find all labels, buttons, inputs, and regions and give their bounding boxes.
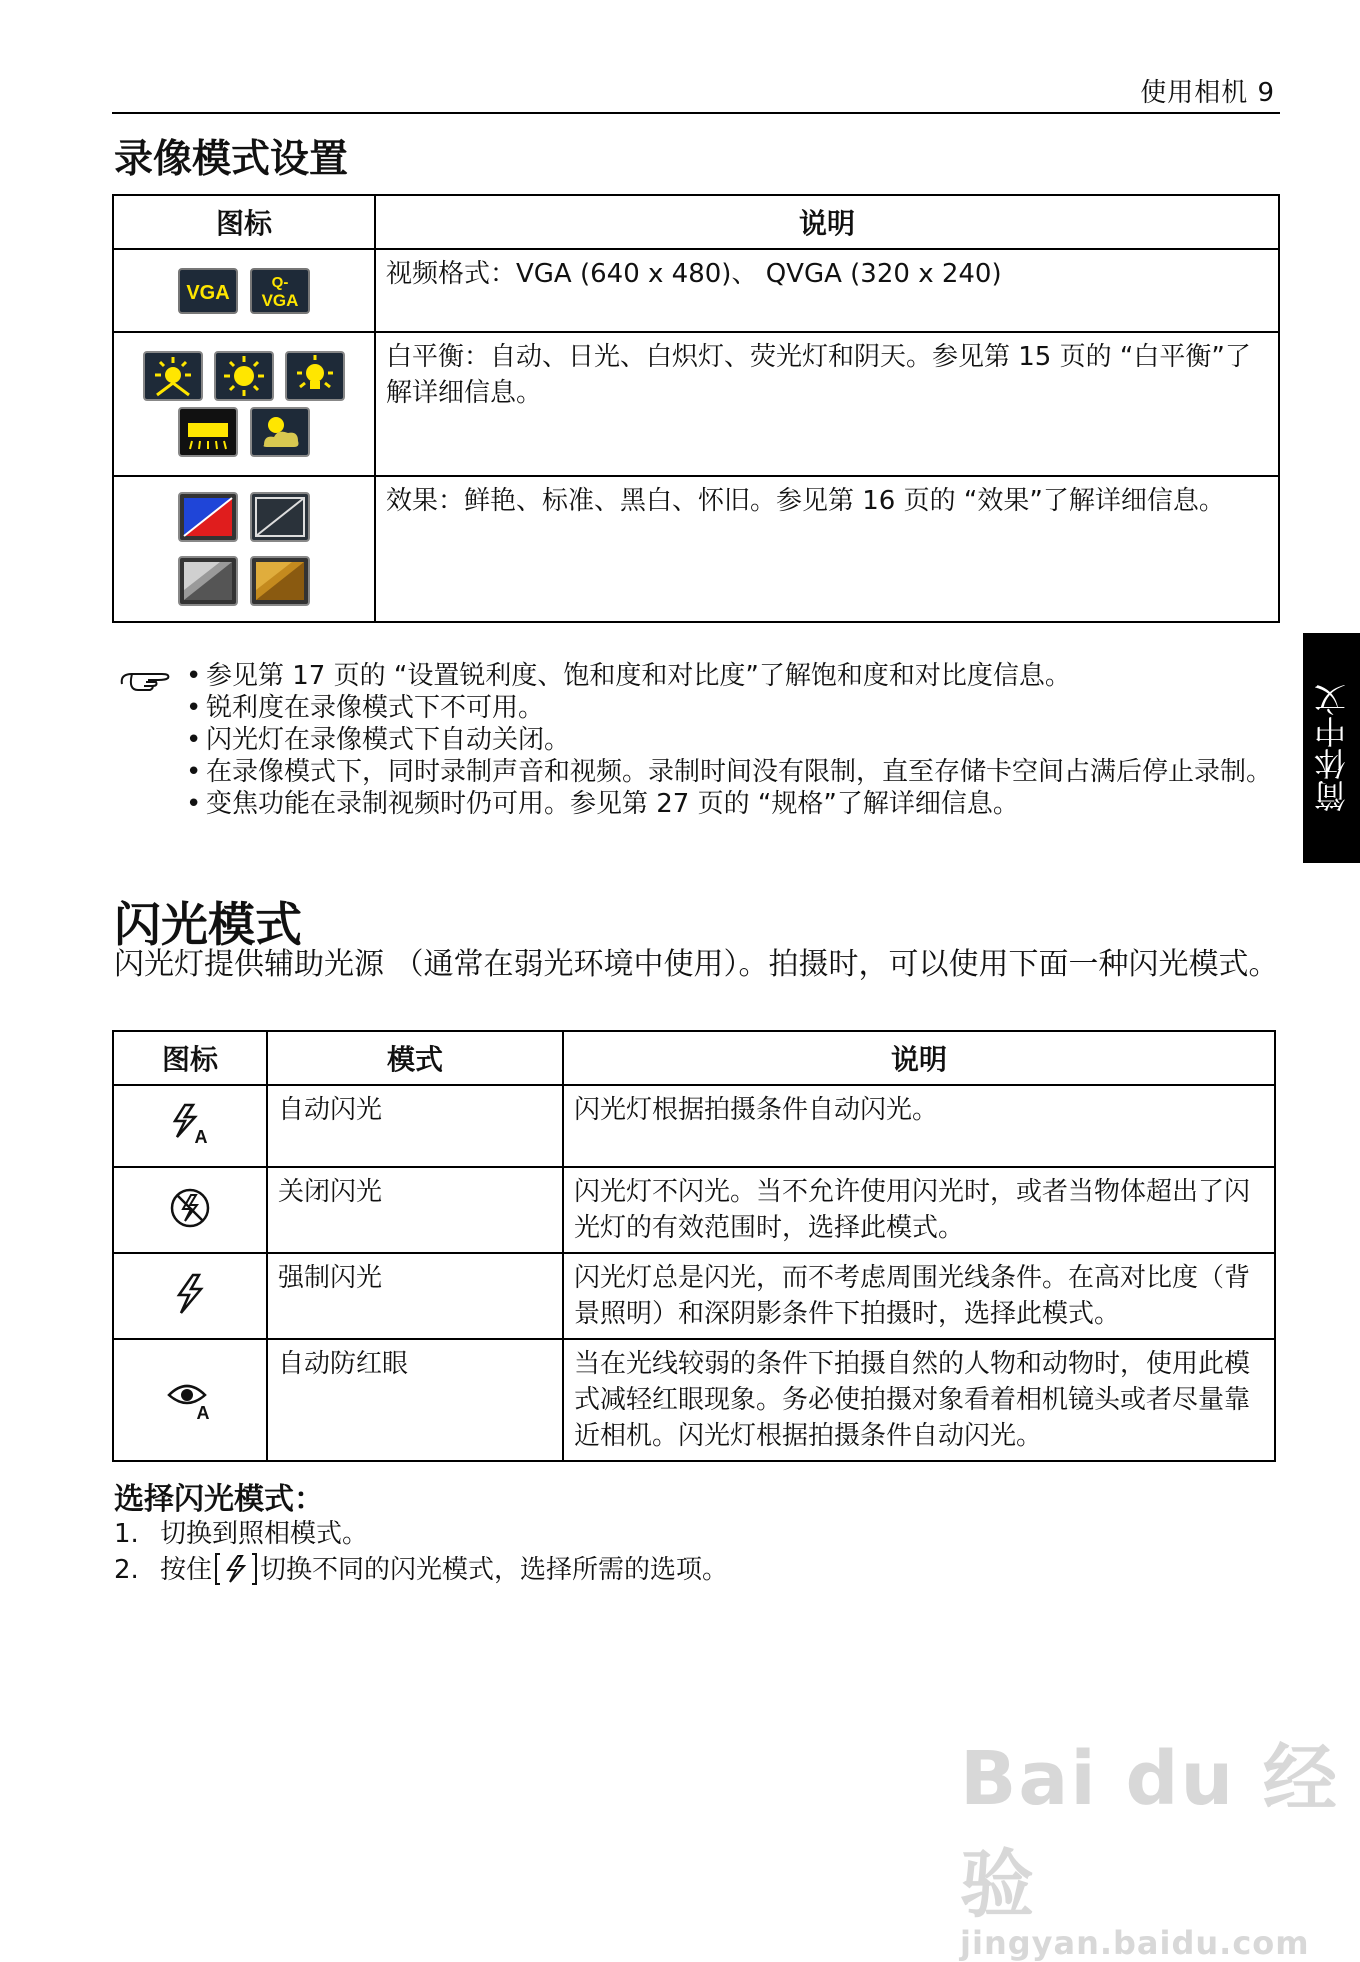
table-row [113, 476, 1279, 622]
column-header-description: 说明 [375, 195, 1279, 249]
effect-sepia-icon [250, 556, 310, 606]
qvga-icon [250, 268, 310, 314]
table-row [113, 1339, 1275, 1461]
flash-button-icon [214, 1552, 258, 1586]
flash-forced-icon [165, 1269, 215, 1319]
description-cell: 闪光灯根据拍摄条件自动闪光。 [563, 1085, 1275, 1167]
svg-text:Q-: Q- [271, 273, 288, 291]
table-row [113, 249, 1279, 332]
column-header-mode: 模式 [267, 1031, 563, 1085]
description-cell: 白平衡：自动、日光、白炽灯、荧光灯和阴天。参见第 15 页的 “白平衡”了解详细信息。 [375, 332, 1279, 476]
description-cell: 视频格式：VGA (640 x 480)、 QVGA (320 x 240) [375, 249, 1279, 332]
section-title-flash-mode: 闪光模式 [114, 898, 302, 953]
note-item: • 变焦功能在录制视频时仍可用。参见第 27 页的 “规格”了解详细信息。 [186, 788, 1288, 820]
mode-cell: 自动闪光 [267, 1085, 563, 1167]
step-text-before: 按住 [160, 1555, 213, 1585]
icon-cell [113, 1085, 267, 1167]
watermark-logo-text: Bai du 经验 [960, 1736, 1339, 1928]
icon-cell [113, 249, 375, 332]
note-item: • 闪光灯在录像模式下自动关闭。 [186, 724, 1288, 756]
note-item: • 在录像模式下，同时录制声音和视频。录制时间没有限制，直至存储卡空间占满后停止录制。 [186, 756, 1288, 788]
language-tab [1303, 633, 1360, 863]
effect-standard-icon [250, 492, 310, 542]
column-header-icon: 图标 [113, 195, 375, 249]
page-header: 使用相机 9 [1140, 78, 1275, 108]
icon-cell [113, 1253, 267, 1339]
flash-mode-table [112, 1030, 1276, 1462]
effect-vivid-icon [178, 492, 238, 542]
table-header-row [113, 195, 1279, 249]
vga-icon [178, 268, 238, 314]
effect-bw-icon [178, 556, 238, 606]
description-cell: 闪光灯总是闪光，而不考虑周围光线条件。在高对比度（背景照明）和深阴影条件下拍摄时，选择此模式。 [563, 1253, 1275, 1339]
table-row [113, 1253, 1275, 1339]
wb-daylight-icon [214, 351, 274, 401]
steps-list [114, 1516, 728, 1588]
table-row [113, 1085, 1275, 1167]
step-item [114, 1552, 728, 1588]
step-text-after: 切换不同的闪光模式，选择所需的选项。 [260, 1555, 729, 1585]
notes-list [118, 660, 1288, 820]
column-header-description: 说明 [563, 1031, 1275, 1085]
section-title-video-settings: 录像模式设置 [114, 137, 349, 182]
svg-text:A: A [194, 1127, 208, 1147]
description-cell: 闪光灯不闪光。当不允许使用闪光时，或者当物体超出了闪光灯的有效范围时，选择此模式。 [563, 1167, 1275, 1253]
notes-block [118, 660, 1288, 820]
svg-text:A: A [196, 1403, 210, 1423]
icon-cell [113, 332, 375, 476]
watermark-url: jingyan.baidu.com [960, 1924, 1310, 1962]
icon-cell [113, 1167, 267, 1253]
wb-auto-icon [143, 351, 203, 401]
wb-fluorescent-icon [178, 407, 238, 457]
description-cell: 当在光线较弱的条件下拍摄自然的人物和动物时，使用此模式减轻红眼现象。务必使拍摄对象看着相机镜头或者尽量靠近相机。闪光灯根据拍摄条件自动闪光。 [563, 1339, 1275, 1461]
pointing-hand-icon [118, 664, 174, 694]
note-item: • 锐利度在录像模式下不可用。 [186, 692, 1288, 724]
language-tab-label: 简体中文 [1312, 684, 1351, 812]
video-settings-table [112, 194, 1280, 623]
flash-auto-icon [165, 1099, 215, 1149]
select-flash-title: 选择闪光模式： [114, 1482, 324, 1517]
icon-cell [113, 476, 375, 622]
step-item [114, 1516, 728, 1552]
icon-cell [113, 1339, 267, 1461]
wb-cloudy-icon [250, 407, 310, 457]
flash-off-icon [165, 1183, 215, 1233]
flash-redeye-icon [165, 1373, 215, 1423]
watermark [960, 1720, 1360, 1962]
table-row [113, 1167, 1275, 1253]
wb-incandescent-icon [285, 351, 345, 401]
step-text: 切换到照相模式。 [160, 1519, 369, 1549]
table-header-row [113, 1031, 1275, 1085]
svg-text:VGA: VGA [261, 290, 298, 310]
table-row [113, 332, 1279, 476]
mode-cell: 关闭闪光 [267, 1167, 563, 1253]
column-header-icon: 图标 [113, 1031, 267, 1085]
mode-cell: 自动防红眼 [267, 1339, 563, 1461]
flash-intro-text: 闪光灯提供辅助光源 （通常在弱光环境中使用）。拍摄时，可以使用下面一种闪光模式。 [114, 947, 1279, 982]
mode-cell: 强制闪光 [267, 1253, 563, 1339]
step-number: 2. [114, 1555, 139, 1585]
vga-icon-label: VGA [186, 281, 231, 304]
step-number: 1. [114, 1519, 139, 1549]
description-cell: 效果：鲜艳、标准、黑白、怀旧。参见第 16 页的 “效果”了解详细信息。 [375, 476, 1279, 622]
header-rule [112, 112, 1280, 114]
note-item: • 参见第 17 页的 “设置锐利度、饱和度和对比度”了解饱和度和对比度信息。 [186, 660, 1288, 692]
